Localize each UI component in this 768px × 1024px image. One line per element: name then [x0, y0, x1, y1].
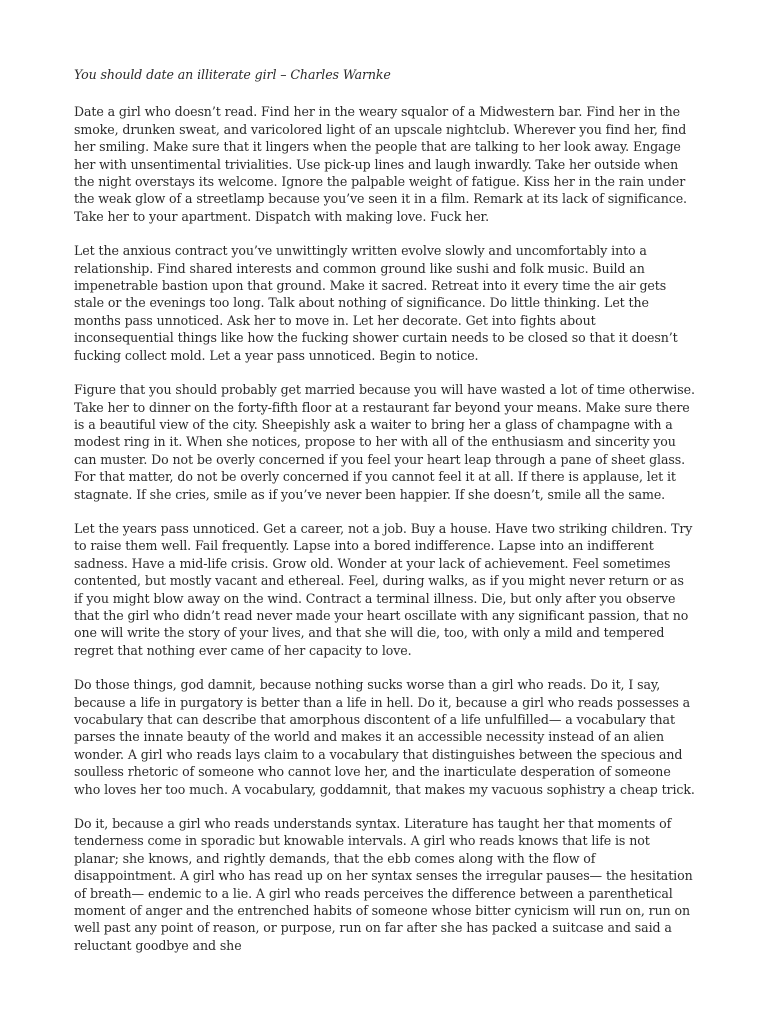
- paragraph: Do those things, god damnit, because nothing sucks worse than a girl who reads. Do it, I say, because a life in purgatory is better than a life in hell. Do it, because a girl who reads possesses a vocabulary that can describe that amorphous discontent of a life unfulfilled— a vocabulary that parses the innate beauty of the world and makes it an accessible necessity instead of an alien wonder. A girl who reads lays claim to a vocabulary that distinguishes between the specious and soulless rhetoric of someone who cannot love her, and the inarticulate desperation of someone who loves her too much. A vocabulary, goddamnit, that makes my vacuous sophistry a cheap trick.: [74, 677, 695, 797]
- paragraph: Let the anxious contract you’ve unwittingly written evolve slowly and uncomfortably into a relationship. Find shared interests and common ground like sushi and folk music. Build an impenetrable bastion upon that ground. Make it sacred. Retreat into it every time the air gets stale or the evenings too long. Talk about nothing of significance. Do little thinking. Let the months pass unnoticed. Ask her to move in. Let her decorate. Get into fights about inconsequential things like how the fucking shower curtain needs to be closed so that it doesn’t fucking collect mold. Let a year pass unnoticed. Begin to notice.: [74, 243, 678, 363]
- paragraph: Date a girl who doesn’t read. Find her in the weary squalor of a Midwestern bar. Find her in the smoke, drunken sweat, and varicolored light of an upscale nightclub. Wherever you find her, find her smiling. Make sure that it lingers when the people that are talking to her look away. Engage her with unsentimental trivialities. Use pick-up lines and laugh inwardly. Take her outside when the night overstays its welcome. Ignore the palpable weight of fatigue. Kiss her in the rain under the weak glow of a streetlamp because you’ve seen it in a film. Remark at its lack of significance. Take her to your apartment. Dispatch with making love. Fuck her.: [74, 104, 687, 224]
- document-title: You should date an illiterate girl – Charles Warnke: [74, 67, 391, 82]
- paragraph: Let the years pass unnoticed. Get a career, not a job. Buy a house. Have two striking children. Try to raise them well. Fail frequently. Lapse into a bored indifference. Lapse into an indifferent sadness. Have a mid-life crisis. Grow old. Wonder at your lack of achievement. Feel sometimes contented, but mostly vacant and ethereal. Feel, during walks, as if you might never return or as if you might blow away on the wind. Contract a terminal illness. Die, but only after you observe that the girl who didn’t read never made your heart oscillate with any significant passion, that no one will write the story of your lives, and that she will die, too, with only a mild and tempered regret that nothing ever came of her capacity to love.: [74, 520, 693, 658]
- document-page: [74, 66, 696, 971]
- paragraph: Figure that you should probably get married because you will have wasted a lot of time otherwise. Take her to dinner on the forty-fifth floor at a restaurant far beyond your means. Make sure there is a beautiful view of the city. Sheepishly ask a waiter to bring her a glass of champagne with a modest ring in it. When she notices, propose to her with all of the enthusiasm and sincerity you can muster. Do not be overly concerned if you feel your heart leap through a pane of sheet glass. For that matter, do not be overly concerned if you cannot feel it at all. If there is applause, let it stagnate. If she cries, smile as if you’ve never been happier. If she doesn’t, smile all the same.: [74, 382, 695, 502]
- paragraph: Do it, because a girl who reads understands syntax. Literature has taught her that moments of tenderness come in sporadic but knowable intervals. A girl who reads knows that life is not planar; she knows, and rightly demands, that the ebb comes along with the flow of disappointment. A girl who has read up on her syntax senses the irregular pauses— the hesitation of breath— endemic to a lie. A girl who reads perceives the difference between a parenthetical moment of anger and the entrenched habits of someone whose bitter cynicism will run on, run on well past any point of reason, or purpose, run on far after she has packed a suitcase and said a reluctant goodbye and she: [74, 816, 693, 953]
